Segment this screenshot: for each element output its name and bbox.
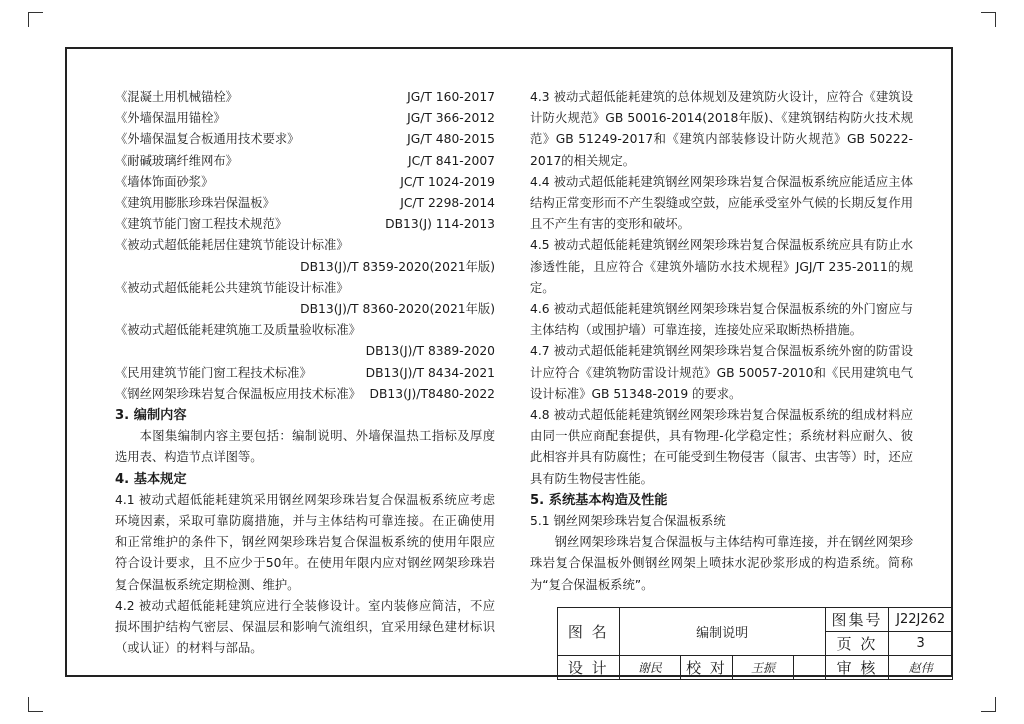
drawing-name-value: 编制说明 (619, 608, 825, 656)
page-label: 页 次 (825, 632, 889, 656)
atlas-number-value: J22J262 (889, 608, 953, 632)
check-signature: 王振 (732, 656, 794, 680)
clause-4-5: 4.5 被动式超低能耗建筑钢丝网架珍珠岩复合保温板系统应具有防止水渗透性能，且应符合《建筑外墙防水技术规程》JGJ/T 235-2011的规定。 (530, 238, 913, 295)
reference-item: 《耐碱玻璃纤维网布》 JC/T 841-2007 (115, 153, 495, 168)
title-block (557, 607, 953, 680)
section-4-heading: 4. 基本规定 (115, 471, 187, 487)
review-signature: 赵伟 (889, 656, 953, 680)
clause-5-1-heading: 5.1 钢丝网架珍珠岩复合保温板系统 (530, 514, 726, 529)
clause-5-1-text: 钢丝网架珍珠岩复合保温板与主体结构可靠连接，并在钢丝网架珍珠岩复合保温板外侧钢丝网架上喷抹水泥砂浆形成的构造系统。简称为“复合保温板系统”。 (530, 535, 913, 592)
reference-item: 《被动式超低能耗居住建筑节能设计标准》 DB13(J)/T 8359-2020(2021年版) (115, 238, 495, 274)
clause-4-2: 4.2 被动式超低能耗建筑应进行全装修设计。室内装修应简洁，不应损坏围护结构气密层、保温层和影响气流组织，宜采用绿色建材标识（或认证）的材料与部品。 (115, 598, 495, 656)
page-number: 3 (889, 632, 953, 656)
design-signature: 谢民 (619, 656, 681, 680)
reference-item: 《钢丝网架珍珠岩复合保温板应用技术标准》 DB13(J)/T8480-2022 (115, 386, 495, 401)
reference-item: 《被动式超低能耗建筑施工及质量验收标准》 DB13(J)/T 8389-2020 (115, 323, 495, 359)
reference-item: 《民用建筑节能门窗工程技术标准》 DB13(J)/T 8434-2021 (115, 365, 495, 380)
crop-mark-bottom-left (28, 697, 43, 712)
reference-item: 《墙体饰面砂浆》 JC/T 1024-2019 (115, 174, 495, 189)
section-3-heading: 3. 编制内容 (115, 408, 187, 424)
reference-item: 《建筑节能门窗工程技术规范》 DB13(J) 114-2013 (115, 217, 495, 232)
section-5-heading: 5. 系统基本构造及性能 (530, 492, 668, 508)
right-column (530, 87, 913, 596)
crop-mark-top-left (28, 12, 43, 27)
reference-item: 《外墙保温用锚栓》 JG/T 366-2012 (115, 111, 495, 126)
clause-4-8: 4.8 被动式超低能耗建筑钢丝网架珍珠岩复合保温板系统的组成材料应由同一供应商配套提供，具有物理-化学稳定性；系统材料应耐久、彼此相容并具有防腐性；在可能受到生物侵害（鼠害、虫害等）时，还应具有防生物侵害性能。 (530, 408, 913, 486)
drawing-name-label: 图 名 (558, 608, 620, 656)
title-block-spacer (794, 656, 825, 680)
clause-4-7: 4.7 被动式超低能耗建筑钢丝网架珍珠岩复合保温板系统外窗的防雷设计应符合《建筑物防雷设计规范》GB 50057-2010和《民用建筑电气设计标准》GB 51348-2019 的要求。 (530, 344, 913, 401)
crop-mark-bottom-right (981, 697, 996, 712)
check-label: 校 对 (681, 656, 733, 680)
atlas-number-label: 图集号 (825, 608, 889, 632)
reference-item: 《建筑用膨胀珍珠岩保温板》 JC/T 2298-2014 (115, 196, 495, 211)
left-column (115, 87, 495, 659)
design-label: 设 计 (558, 656, 620, 680)
review-label: 审 核 (825, 656, 889, 680)
clause-4-1: 4.1 被动式超低能耗建筑采用钢丝网架珍珠岩复合保温板系统应考虑环境因素，采取可靠防腐措施，并与主体结构可靠连接。在正确使用和正常维护的条件下，钢丝网架珍珠岩复合保温板系统的使用年限应符合设计要求，且不应少于50年。在使用年限内应对钢丝网架珍珠岩复合保温板系统定期检测、维护。 (115, 492, 495, 592)
crop-mark-top-right (981, 12, 996, 27)
reference-item: 《外墙保温复合板通用技术要求》 JG/T 480-2015 (115, 132, 495, 147)
reference-item: 《被动式超低能耗公共建筑节能设计标准》 DB13(J)/T 8360-2020(2021年版) (115, 280, 495, 317)
clause-4-3: 4.3 被动式超低能耗建筑的总体规划及建筑防火设计，应符合《建筑设计防火规范》GB 50016-2014(2018年版)、《建筑钢结构防火技术规范》GB 51249-2017和《建筑内部装修设计防火规范》GB 50222-2017的相关规定。 (530, 90, 913, 168)
clause-4-6: 4.6 被动式超低能耗建筑钢丝网架珍珠岩复合保温板系统的外门窗应与主体结构（或围护墙）可靠连接，连接处应采取断热桥措施。 (530, 302, 913, 338)
section-3-text: 本图集编制内容主要包括：编制说明、外墙保温热工指标及厚度选用表、构造节点详图等。 (115, 429, 495, 465)
reference-item: 《混凝土用机械锚栓》 JG/T 160-2017 (115, 90, 495, 104)
clause-4-4: 4.4 被动式超低能耗建筑钢丝网架珍珠岩复合保温板系统应能适应主体结构正常变形而不产生裂缝或空鼓，应能承受室外气候的长期反复作用且不产生有害的变形和破坏。 (530, 174, 913, 232)
